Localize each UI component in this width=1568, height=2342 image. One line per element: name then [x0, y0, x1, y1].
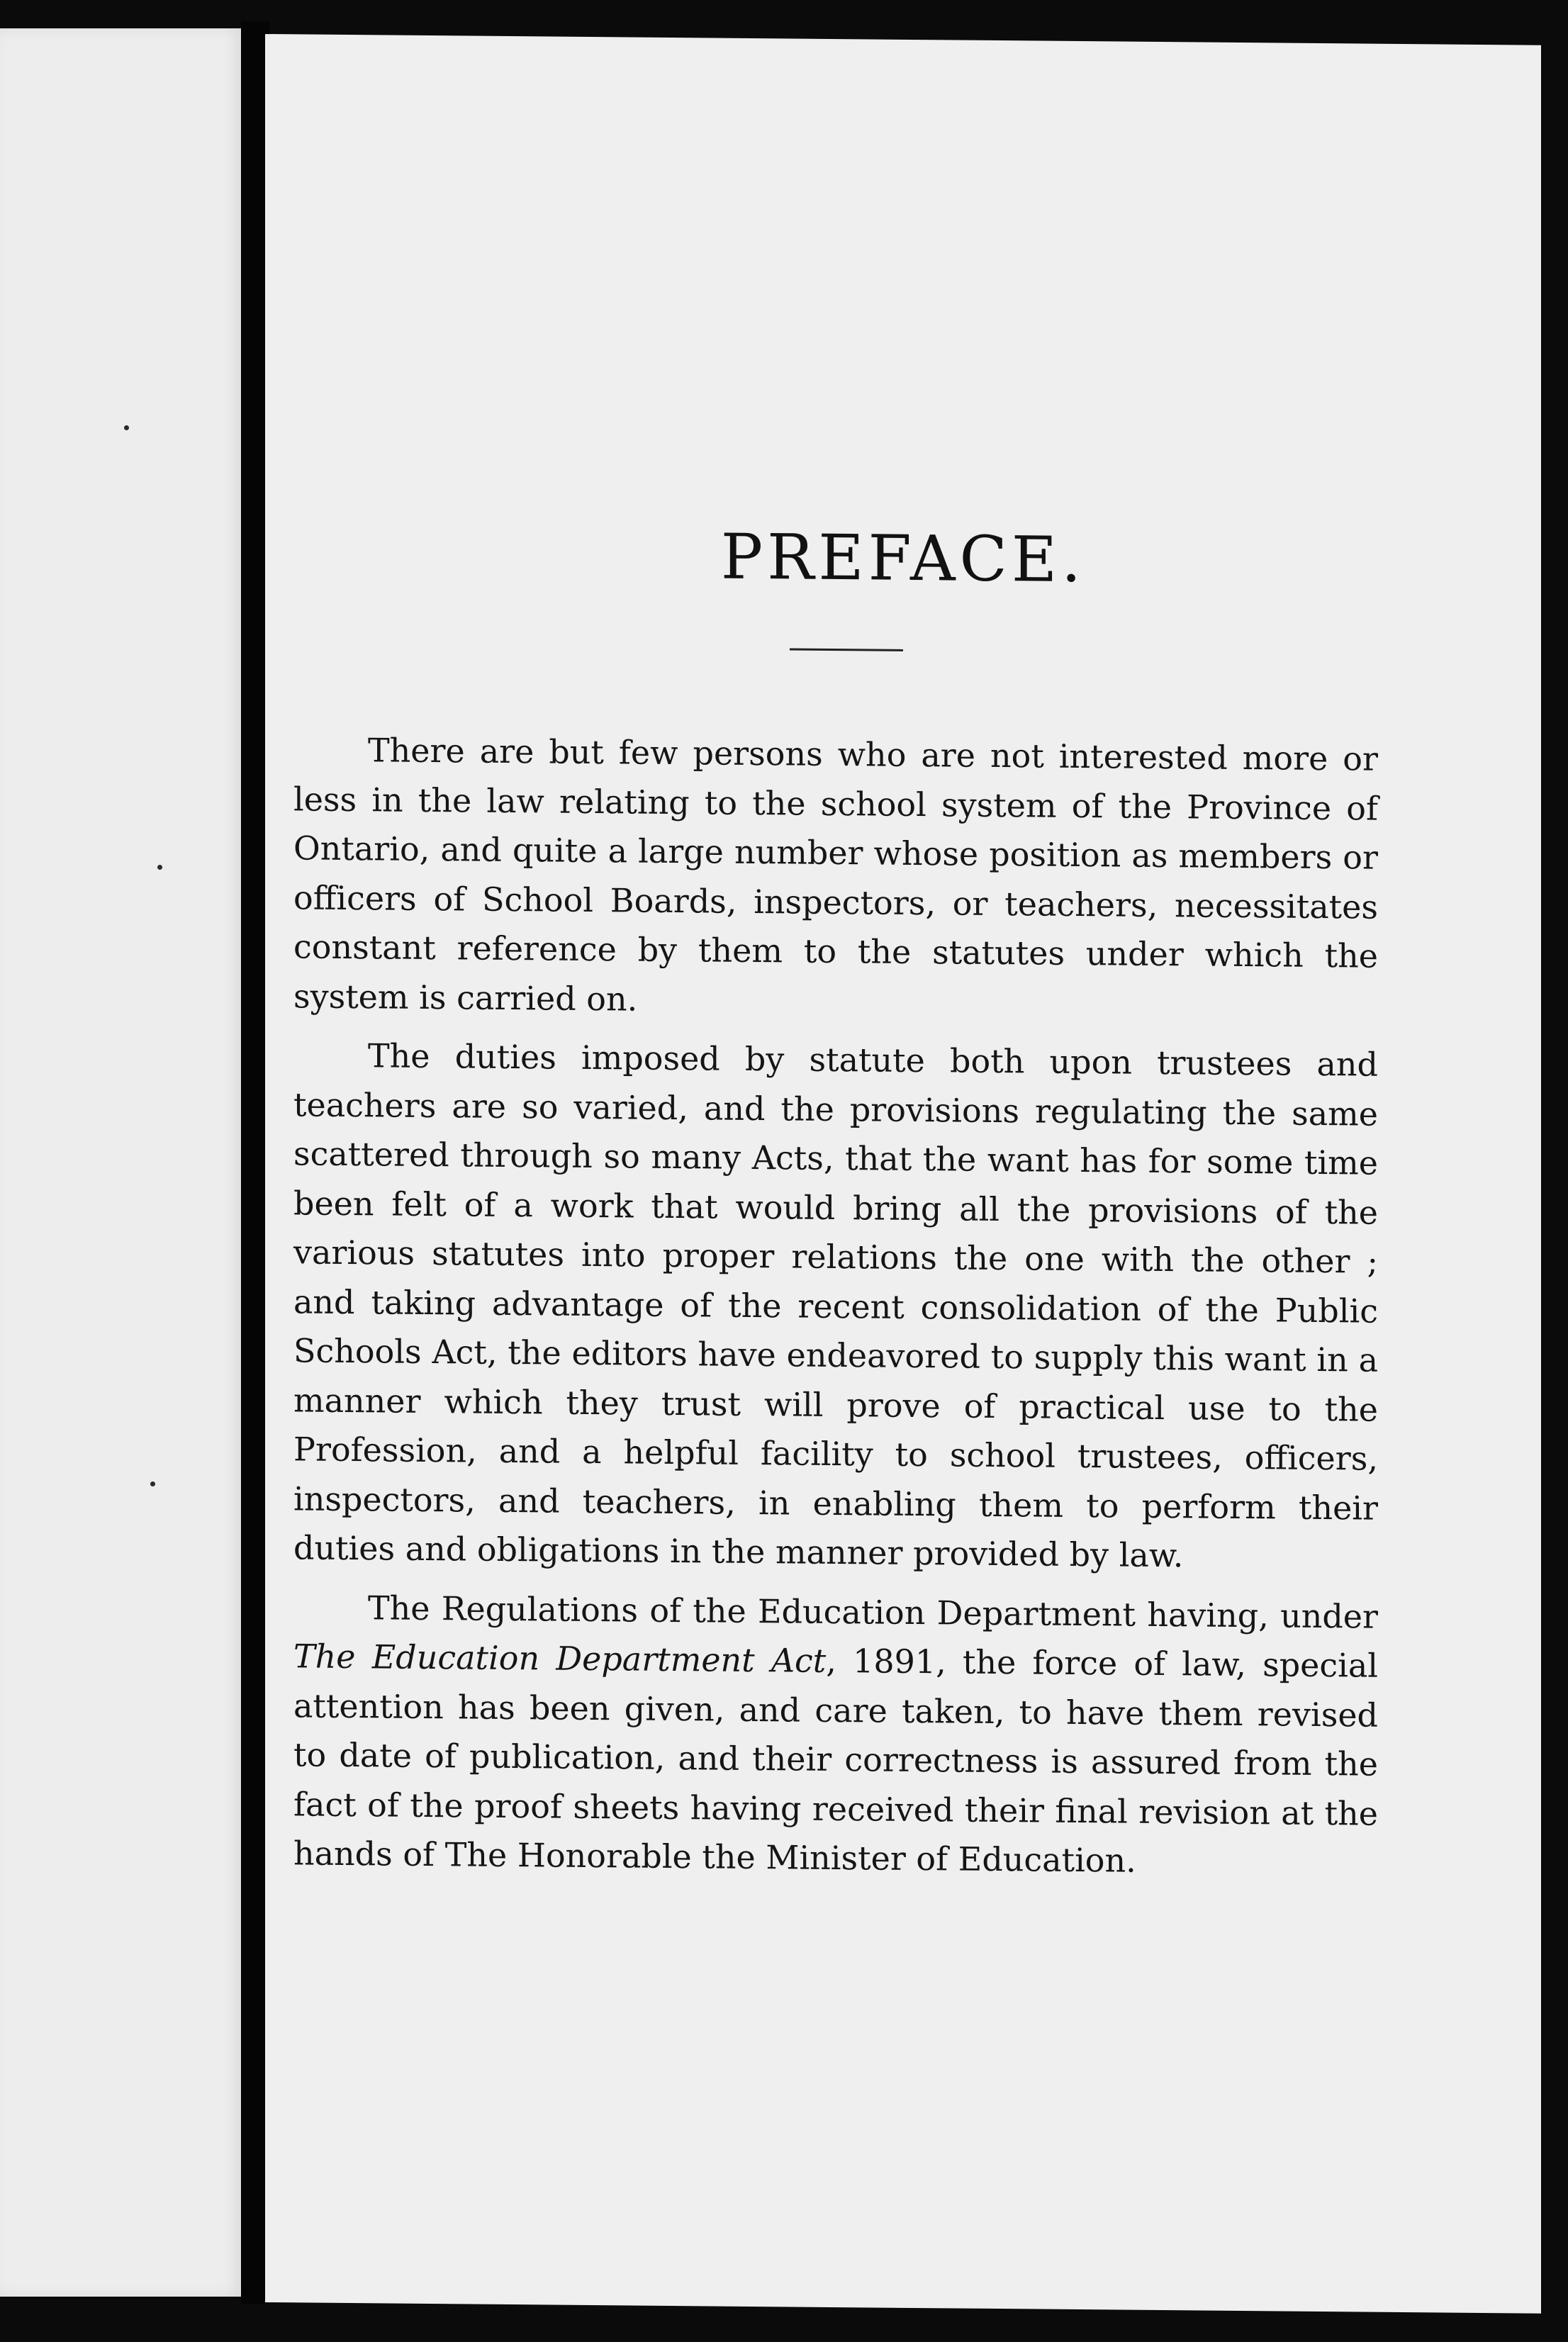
- paragraph-3: [293, 1583, 1378, 1888]
- paragraph-2: The duties imposed by statute both upon trustees and teachers are so varied, and the provisions regulating the same scattered through so many Acts, that the want has for some time been felt of a work that would bring all the provisions of the various statutes into proper relations the one with the other ; and taking advantage of the recent consolidation of the Public Schools Act, the editors have endeavored to supply this want in a manner which they trust will prove of practical use to the Profession, and a helpful facility to school trustees, officers, inspectors, and teachers, in enabling them to perform their duties and obligations in the manner provided by law.: [293, 1036, 1378, 1575]
- paragraph-1: There are but few persons who are not interested more or less in the law relating to the school system of the Province of Ontario, and quite a large number whose position as members or officers of School Boards, inspectors, or teachers, necessitates constant reference by them to the statutes under which the system is carried on.: [293, 731, 1378, 1019]
- page-title: PREFACE.: [720, 520, 1086, 597]
- act-title: The Education Department Act: [293, 1637, 827, 1680]
- preface-body: [293, 725, 1378, 1898]
- page-speck: [150, 1481, 155, 1486]
- page-speck: [157, 865, 162, 870]
- preface-page: [265, 34, 1541, 2314]
- paragraph-3-end: , 1891, the force of law, special attention has been given, and care taken, to have them revised to date of publication, and their correctness is assured from the fact of the proof sheets having received their final revision at the hands of The Honorable the Minister of Education.: [293, 1641, 1378, 1880]
- title-rule: [790, 648, 903, 651]
- facing-page: [0, 28, 241, 2297]
- paragraph-3-start: The Regulations of the Education Department having, under: [368, 1588, 1378, 1636]
- page-speck: [124, 425, 129, 430]
